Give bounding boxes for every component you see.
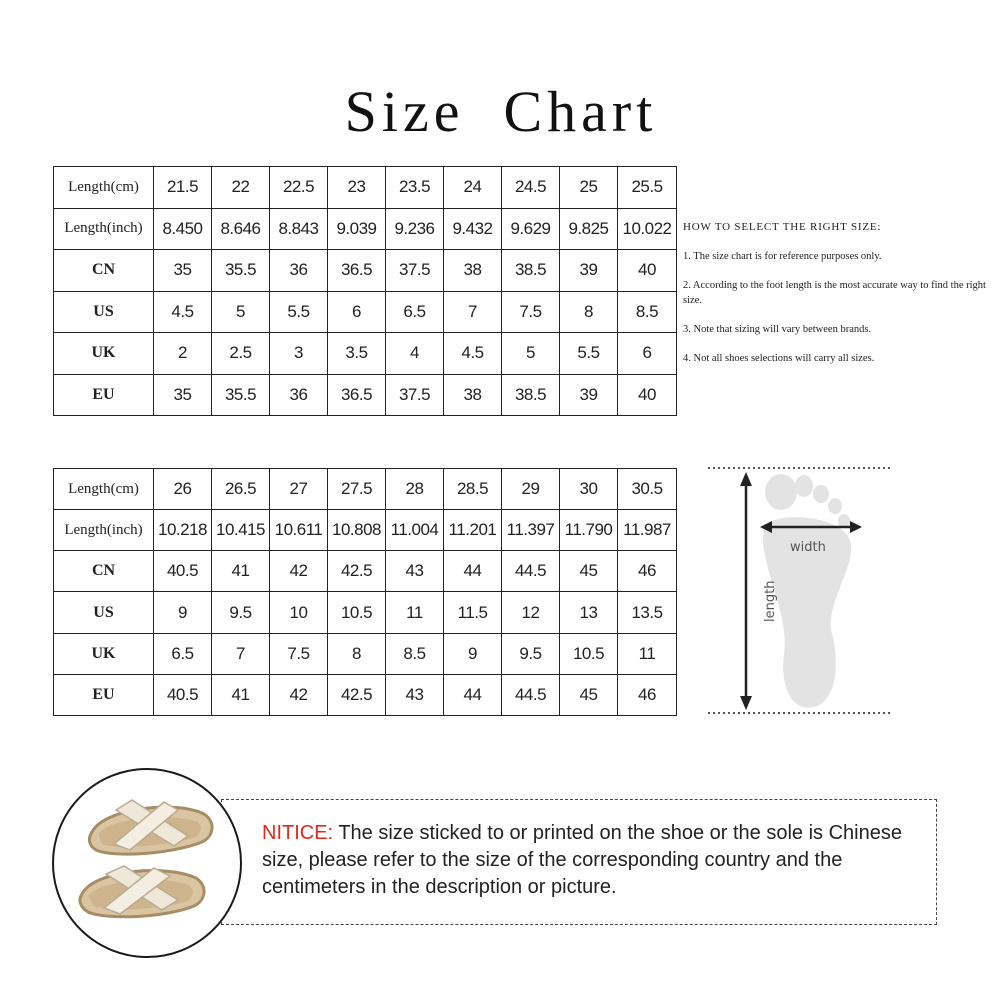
table-cell: 8.5	[386, 633, 444, 674]
table-row	[54, 374, 677, 416]
table-row	[54, 510, 677, 551]
table-cell: 24	[444, 167, 502, 209]
notice-body: The size sticked to or printed on the shoe or the sole is Chinese size, please refer to the size of the corresponding country and the centimeters in the description or picture.	[262, 822, 902, 898]
table-cell: 35.5	[212, 374, 270, 416]
table-cell: 7.5	[270, 633, 328, 674]
table-cell: 2	[154, 333, 212, 375]
table-cell: 38	[444, 250, 502, 292]
table-cell: 25.5	[618, 167, 677, 209]
table-cell: 10	[270, 592, 328, 633]
table-cell: 41	[212, 551, 270, 592]
table-cell: 4.5	[444, 333, 502, 375]
table-cell: 42	[270, 551, 328, 592]
table-cell: 7.5	[502, 291, 560, 333]
table-cell: 2.5	[212, 333, 270, 375]
table-cell: 9.5	[212, 592, 270, 633]
table-cell: 9.825	[560, 208, 618, 250]
table-cell: 35	[154, 374, 212, 416]
table-cell: 37.5	[386, 374, 444, 416]
table-cell: 7	[212, 633, 270, 674]
table-cell: 10.415	[212, 510, 270, 551]
table-cell: 11.201	[444, 510, 502, 551]
table-cell: 9	[444, 633, 502, 674]
table-cell: 30.5	[618, 469, 677, 510]
table-cell: 10.808	[328, 510, 386, 551]
table-cell: 11.790	[560, 510, 618, 551]
table-cell: 44.5	[502, 674, 560, 715]
table-cell: 38	[444, 374, 502, 416]
size-table-large	[53, 468, 677, 716]
sandal-bottom	[80, 866, 204, 917]
sandal-product-image	[52, 768, 242, 958]
table-cell: 36	[270, 250, 328, 292]
table-cell: 39	[560, 374, 618, 416]
table-cell: 35.5	[212, 250, 270, 292]
table-cell: 36.5	[328, 250, 386, 292]
table-cell: 40	[618, 374, 677, 416]
row-header-cell: CN	[54, 551, 154, 592]
table-cell: 9	[154, 592, 212, 633]
table-cell: 44	[444, 674, 502, 715]
table-row	[54, 167, 677, 209]
table-cell: 44	[444, 551, 502, 592]
row-header-cell: EU	[54, 374, 154, 416]
table-cell: 27	[270, 469, 328, 510]
table-row	[54, 469, 677, 510]
table-cell: 11.397	[502, 510, 560, 551]
table-row	[54, 551, 677, 592]
table-cell: 8	[328, 633, 386, 674]
table-row	[54, 674, 677, 715]
table-cell: 40.5	[154, 674, 212, 715]
table-cell: 37.5	[386, 250, 444, 292]
table-cell: 11.5	[444, 592, 502, 633]
table-cell: 39	[560, 250, 618, 292]
table-cell: 40.5	[154, 551, 212, 592]
table-cell: 43	[386, 551, 444, 592]
table-cell: 27.5	[328, 469, 386, 510]
table-cell: 7	[444, 291, 502, 333]
table-cell: 4	[386, 333, 444, 375]
table-cell: 26.5	[212, 469, 270, 510]
page-title: Size Chart	[344, 79, 658, 144]
table-row	[54, 291, 677, 333]
table-cell: 44.5	[502, 551, 560, 592]
length-label: length	[763, 580, 778, 622]
table-cell: 28.5	[444, 469, 502, 510]
table-cell: 6.5	[154, 633, 212, 674]
row-header-cell: Length(cm)	[54, 167, 154, 209]
table-cell: 22	[212, 167, 270, 209]
table-cell: 13.5	[618, 592, 677, 633]
table-cell: 42.5	[328, 551, 386, 592]
table-cell: 8.5	[618, 291, 677, 333]
table-cell: 35	[154, 250, 212, 292]
table-cell: 23.5	[386, 167, 444, 209]
table-cell: 8.646	[212, 208, 270, 250]
table-row	[54, 592, 677, 633]
row-header-cell: US	[54, 291, 154, 333]
table-cell: 12	[502, 592, 560, 633]
how-to-note: 1. The size chart is for reference purposes only.	[683, 251, 882, 262]
table-cell: 23	[328, 167, 386, 209]
notice-label: NITICE:	[262, 822, 334, 844]
table-cell: 13	[560, 592, 618, 633]
table-cell: 5	[502, 333, 560, 375]
table-cell: 45	[560, 551, 618, 592]
table-cell: 25	[560, 167, 618, 209]
how-to-note: 4. Not all shoes selections will carry all sizes.	[683, 353, 875, 364]
table-cell: 40	[618, 250, 677, 292]
table-cell: 8	[560, 291, 618, 333]
table-cell: 43	[386, 674, 444, 715]
row-header-cell: UK	[54, 633, 154, 674]
table-cell: 46	[618, 551, 677, 592]
width-label: width	[790, 540, 826, 555]
row-header-cell: Length(cm)	[54, 469, 154, 510]
table-cell: 42.5	[328, 674, 386, 715]
table-cell: 28	[386, 469, 444, 510]
table-cell: 38.5	[502, 250, 560, 292]
table-cell: 6	[618, 333, 677, 375]
table-cell: 11.987	[618, 510, 677, 551]
notice-text	[262, 820, 932, 901]
how-to-select-size	[683, 220, 995, 380]
table-cell: 36	[270, 374, 328, 416]
table-row	[54, 208, 677, 250]
table-cell: 11	[386, 592, 444, 633]
table-cell: 45	[560, 674, 618, 715]
table-row	[54, 333, 677, 375]
table-cell: 29	[502, 469, 560, 510]
sandal-top	[89, 800, 212, 854]
row-header-cell: CN	[54, 250, 154, 292]
table-cell: 30	[560, 469, 618, 510]
table-cell: 21.5	[154, 167, 212, 209]
table-cell: 6	[328, 291, 386, 333]
how-to-note: 2. According to the foot length is the most accurate way to find the right size.	[683, 280, 986, 306]
table-cell: 5.5	[270, 291, 328, 333]
table-cell: 3	[270, 333, 328, 375]
size-table-small	[53, 166, 677, 416]
table-cell: 5.5	[560, 333, 618, 375]
row-header-cell: EU	[54, 674, 154, 715]
table-cell: 10.218	[154, 510, 212, 551]
foot-measurement-diagram	[704, 464, 894, 719]
table-cell: 11	[618, 633, 677, 674]
table-row	[54, 633, 677, 674]
row-header-cell: Length(inch)	[54, 510, 154, 551]
how-to-note: 3. Note that sizing will vary between brands.	[683, 324, 872, 335]
table-cell: 11.004	[386, 510, 444, 551]
table-cell: 10.5	[560, 633, 618, 674]
table-cell: 10.022	[618, 208, 677, 250]
table-row	[54, 250, 677, 292]
table-cell: 8.450	[154, 208, 212, 250]
table-cell: 9.236	[386, 208, 444, 250]
table-cell: 46	[618, 674, 677, 715]
table-cell: 24.5	[502, 167, 560, 209]
table-cell: 9.629	[502, 208, 560, 250]
table-cell: 6.5	[386, 291, 444, 333]
sandal-icon	[54, 770, 240, 956]
table-cell: 5	[212, 291, 270, 333]
table-cell: 26	[154, 469, 212, 510]
table-cell: 9.039	[328, 208, 386, 250]
table-cell: 10.611	[270, 510, 328, 551]
table-cell: 36.5	[328, 374, 386, 416]
table-cell: 9.5	[502, 633, 560, 674]
row-header-cell: UK	[54, 333, 154, 375]
row-header-cell: US	[54, 592, 154, 633]
table-cell: 42	[270, 674, 328, 715]
table-cell: 10.5	[328, 592, 386, 633]
table-cell: 38.5	[502, 374, 560, 416]
how-to-heading: HOW TO SELECT THE RIGHT SIZE:	[683, 221, 882, 233]
table-cell: 41	[212, 674, 270, 715]
table-cell: 9.432	[444, 208, 502, 250]
table-cell: 22.5	[270, 167, 328, 209]
table-cell: 8.843	[270, 208, 328, 250]
table-cell: 3.5	[328, 333, 386, 375]
table-cell: 4.5	[154, 291, 212, 333]
row-header-cell: Length(inch)	[54, 208, 154, 250]
